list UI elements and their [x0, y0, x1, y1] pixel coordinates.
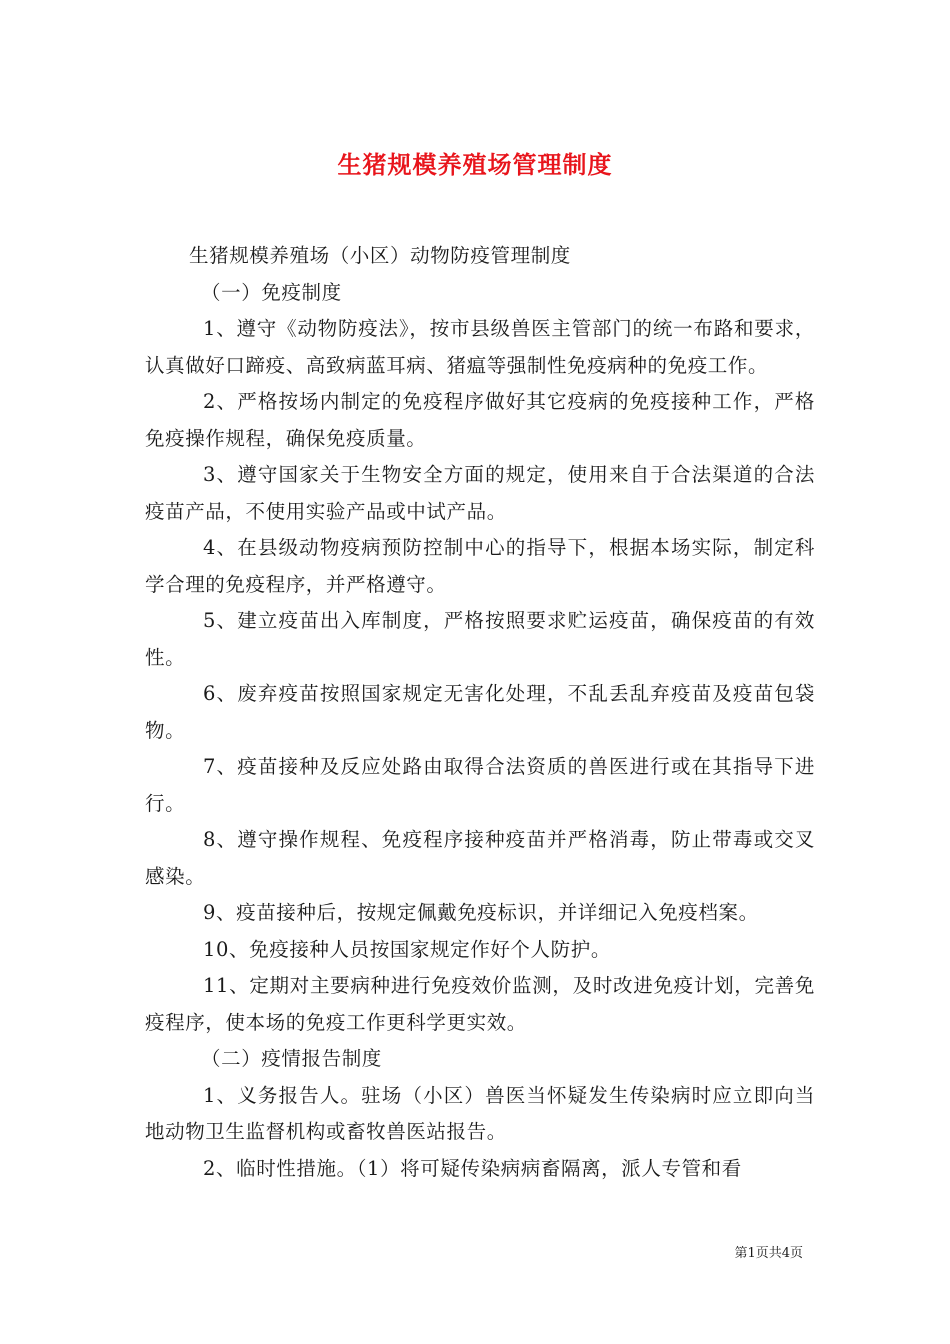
document-body [145, 238, 815, 1187]
list-item: 8、遵守操作规程、免疫程序接种疫苗并严格消毒，防止带毒或交叉感染。 [145, 828, 815, 888]
list-item: 11、定期对主要病种进行免疫效价监测，及时改进免疫计划，完善免疫程序，使本场的免疫工作更科学更实效。 [145, 974, 815, 1034]
page-number: 第1页共4页 [734, 1246, 803, 1261]
list-item: 4、在县级动物疫病预防控制中心的指导下，根据本场实际，制定科学合理的免疫程序，并严格遵守。 [145, 536, 815, 596]
document-title: 生猪规模养殖场管理制度 [337, 150, 613, 180]
list-item: 9、疫苗接种后，按规定佩戴免疫标识，并详细记入免疫档案。 [203, 901, 759, 924]
list-item: 7、疫苗接种及反应处路由取得合法资质的兽医进行或在其指导下进行。 [145, 755, 815, 815]
list-item: 3、遵守国家关于生物安全方面的规定，使用来自于合法渠道的合法疫苗产品，不使用实验产品或中试产品。 [145, 463, 815, 523]
list-item: 2、临时性措施。（1）将可疑传染病病畜隔离，派人专管和看 [203, 1156, 742, 1180]
list-item: 1、遵守《动物防疫法》，按市县级兽医主管部门的统一布路和要求，认真做好口蹄疫、高致病蓝耳病、猪瘟等强制性免疫病种的免疫工作。 [145, 317, 815, 377]
list-item: 5、建立疫苗出入库制度，严格按照要求贮运疫苗，确保疫苗的有效性。 [145, 609, 815, 669]
list-item: 1、义务报告人。驻场（小区）兽医当怀疑发生传染病时应立即向当地动物卫生监督机构或畜牧兽医站报告。 [145, 1083, 815, 1143]
section-subtitle: 生猪规模养殖场（小区）动物防疫管理制度 [189, 244, 571, 267]
list-item: 6、废弃疫苗按照国家规定无害化处理，不乱丢乱弃疫苗及疫苗包袋物。 [145, 682, 815, 742]
list-item: 10、免疫接种人员按国家规定作好个人防护。 [203, 937, 611, 961]
section2-heading: （二）疫情报告制度 [201, 1047, 382, 1070]
list-item: 2、严格按场内制定的免疫程序做好其它疫病的免疫接种工作，严格免疫操作规程，确保免疫质量。 [145, 390, 815, 450]
section1-heading: （一）免疫制度 [201, 280, 342, 304]
